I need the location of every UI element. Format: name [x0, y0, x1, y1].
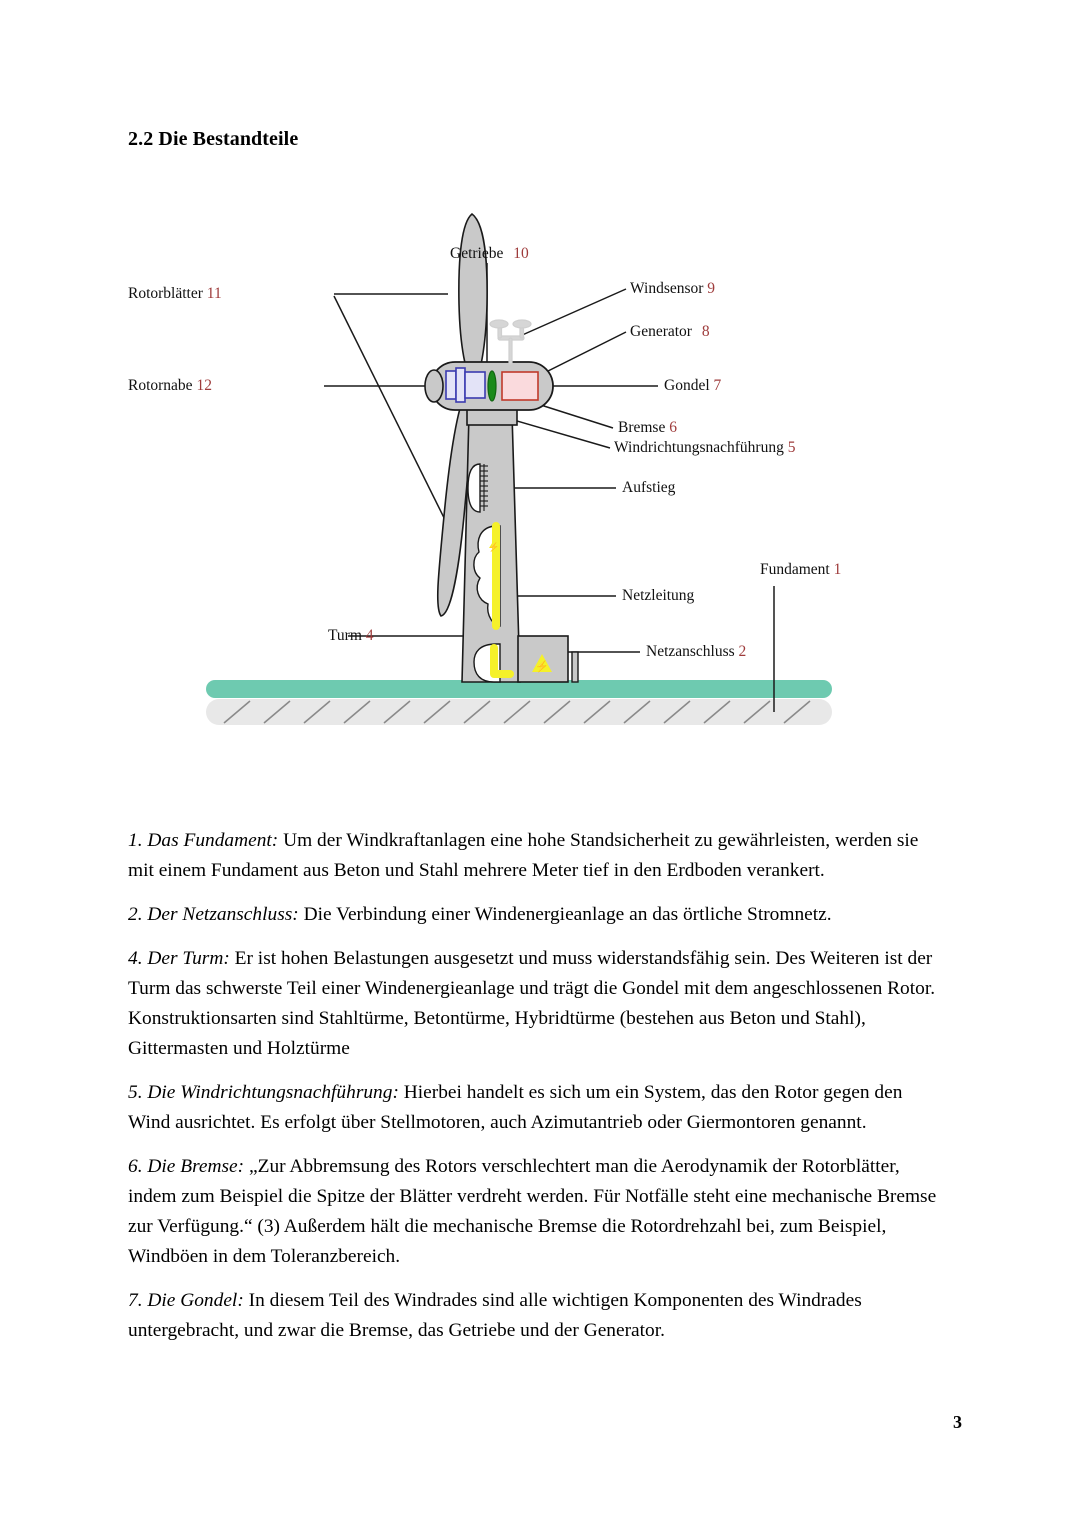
paragraph-turm [128, 944, 940, 1064]
rotor-hub [425, 370, 443, 402]
paragraph-bremse [128, 1152, 940, 1272]
page-number: 3 [953, 1412, 962, 1432]
figure-label-number: 10 [513, 245, 529, 262]
paragraph-fundament [128, 826, 940, 886]
paragraph-lead: 1. Das Fundament: [128, 830, 279, 851]
wind-sensor [490, 320, 531, 364]
figure-label-text: Netzanschluss [646, 643, 735, 660]
paragraph-body: Hierbei handelt es sich um ein System, das den Rotor gegen den Wind ausrichtet. Es erfolgt über Stellmotoren, auch Azimutantrieb oder Giermontoren genannt. [128, 1082, 903, 1133]
figure-label-netzleitung [622, 588, 694, 604]
figure-label-bremse [618, 420, 677, 436]
figure-label-windsensor [630, 281, 715, 297]
figure-label-number: 7 [713, 377, 722, 394]
figure-label-text: Netzleitung [622, 587, 695, 604]
figure-label-windrichtungsnachfuehrung [614, 440, 795, 456]
ladder-cutout [468, 464, 480, 512]
figure-label-aufstieg [622, 480, 675, 496]
figure-label-number: 1 [833, 561, 842, 578]
figure-label-number: 6 [669, 419, 677, 436]
substation-bolt-glyph: ⚡ [535, 661, 549, 673]
figure-label-text: Rotornabe [128, 377, 193, 394]
figure-label-generator [630, 324, 710, 340]
paragraph-lead: 6. Die Bremse: [128, 1156, 245, 1177]
paragraph-windrichtungsnachfuehrung [128, 1078, 940, 1138]
paragraph-lead: 4. Der Turm: [128, 948, 230, 969]
substation-post [572, 652, 578, 682]
bolt-glyph-upper: ⚡ [488, 542, 500, 552]
page-title: 2.2 Die Bestandteile [128, 128, 299, 150]
figure-label-text: Rotorblätter [128, 285, 203, 302]
paragraph-body: Er ist hohen Belastungen ausgesetzt und muss widerstandsfähig sein. Des Weiteren ist der Turm das schwerste Teil einer Windenergieanlage und trägt die Gondel mit dem angeschlossenen Rotor. Konstruktionsarten sind Stahltürme, Betontürme, Hybridtürme (bestehen aus Beton und Stahl), Gittermasten und Holztürme [128, 948, 936, 1059]
paragraph-body: Um der Windkraftanlagen eine hohe Standsicherheit zu gewährleisten, werden sie mit einem Fundament aus Beton und Stahl mehrere Meter tief in den Erdboden verankert. [128, 830, 919, 881]
figure-label-number: 9 [707, 280, 716, 297]
gearbox-part-2 [456, 368, 465, 402]
figure-label-text: Fundament [760, 561, 830, 578]
gearbox-part-1 [446, 371, 456, 399]
figure-label-rotornabe [128, 378, 212, 394]
figure-label-number: 2 [738, 643, 747, 660]
figure-label-number: 4 [365, 627, 374, 644]
figure-label-netzanschluss [646, 644, 746, 660]
figure-label-text: Generator [630, 323, 692, 340]
tower [462, 403, 520, 682]
figure-label-turm [328, 628, 374, 644]
figure-label-number: 5 [787, 439, 796, 456]
generator-box [502, 372, 538, 400]
paragraph-lead: 2. Der Netzanschluss: [128, 904, 299, 925]
figure-label-gondel [664, 378, 721, 394]
paragraph-gondel [128, 1286, 940, 1346]
paragraph-body: „Zur Abbremsung des Rotors verschlechtert man die Aerodynamik der Rotorblätter, indem zum Beispiel die Spitze der Blätter verdreht werden. Für Notfälle steht eine mechanische Bremse zur Verfügung.“ (3) Außerdem hält die mechanische Bremse die Rotordrehzahl bei, zum Beispiel, Windböen in dem Toleranzbereich. [128, 1156, 937, 1267]
paragraph-body: In diesem Teil des Windrades sind alle wichtigen Komponenten des Windrades untergebracht, und zwar die Bremse, das Getriebe und der Generator. [128, 1290, 862, 1341]
figure-label-text: Aufstieg [622, 479, 676, 496]
figure-label-number: 8 [701, 323, 710, 340]
paragraph-body: Die Verbindung einer Windenergieanlage an das örtliche Stromnetz. [298, 904, 832, 925]
figure-label-text: Windsensor [630, 280, 704, 297]
body-text-block [128, 826, 940, 1360]
soil-band [206, 699, 832, 725]
blade-upper [459, 214, 487, 386]
brake-disc [488, 371, 496, 401]
turbine-svg [128, 196, 952, 756]
figure-label-fundament [760, 562, 841, 578]
ground-group [206, 680, 832, 725]
nacelle [425, 362, 553, 410]
figure-label-text: Turm [328, 627, 362, 644]
paragraph-netzanschluss [128, 900, 940, 930]
paragraph-lead: 5. Die Windrichtungsnachführung: [128, 1082, 399, 1103]
figure-label-text: Gondel [664, 377, 710, 394]
gearbox-part-3 [465, 372, 485, 398]
figure-label-getriebe [450, 246, 529, 262]
wind-turbine-diagram [128, 196, 952, 756]
paragraph-lead: 7. Die Gondel: [128, 1290, 244, 1311]
substation [518, 636, 578, 682]
figure-label-text: Bremse [618, 419, 666, 436]
figure-label-rotorblaetter [128, 286, 222, 302]
figure-label-number: 12 [196, 377, 212, 394]
figure-label-text: Windrichtungsnachführung [614, 439, 784, 456]
figure-label-text: Getriebe [450, 245, 504, 262]
figure-label-number: 11 [206, 285, 222, 302]
